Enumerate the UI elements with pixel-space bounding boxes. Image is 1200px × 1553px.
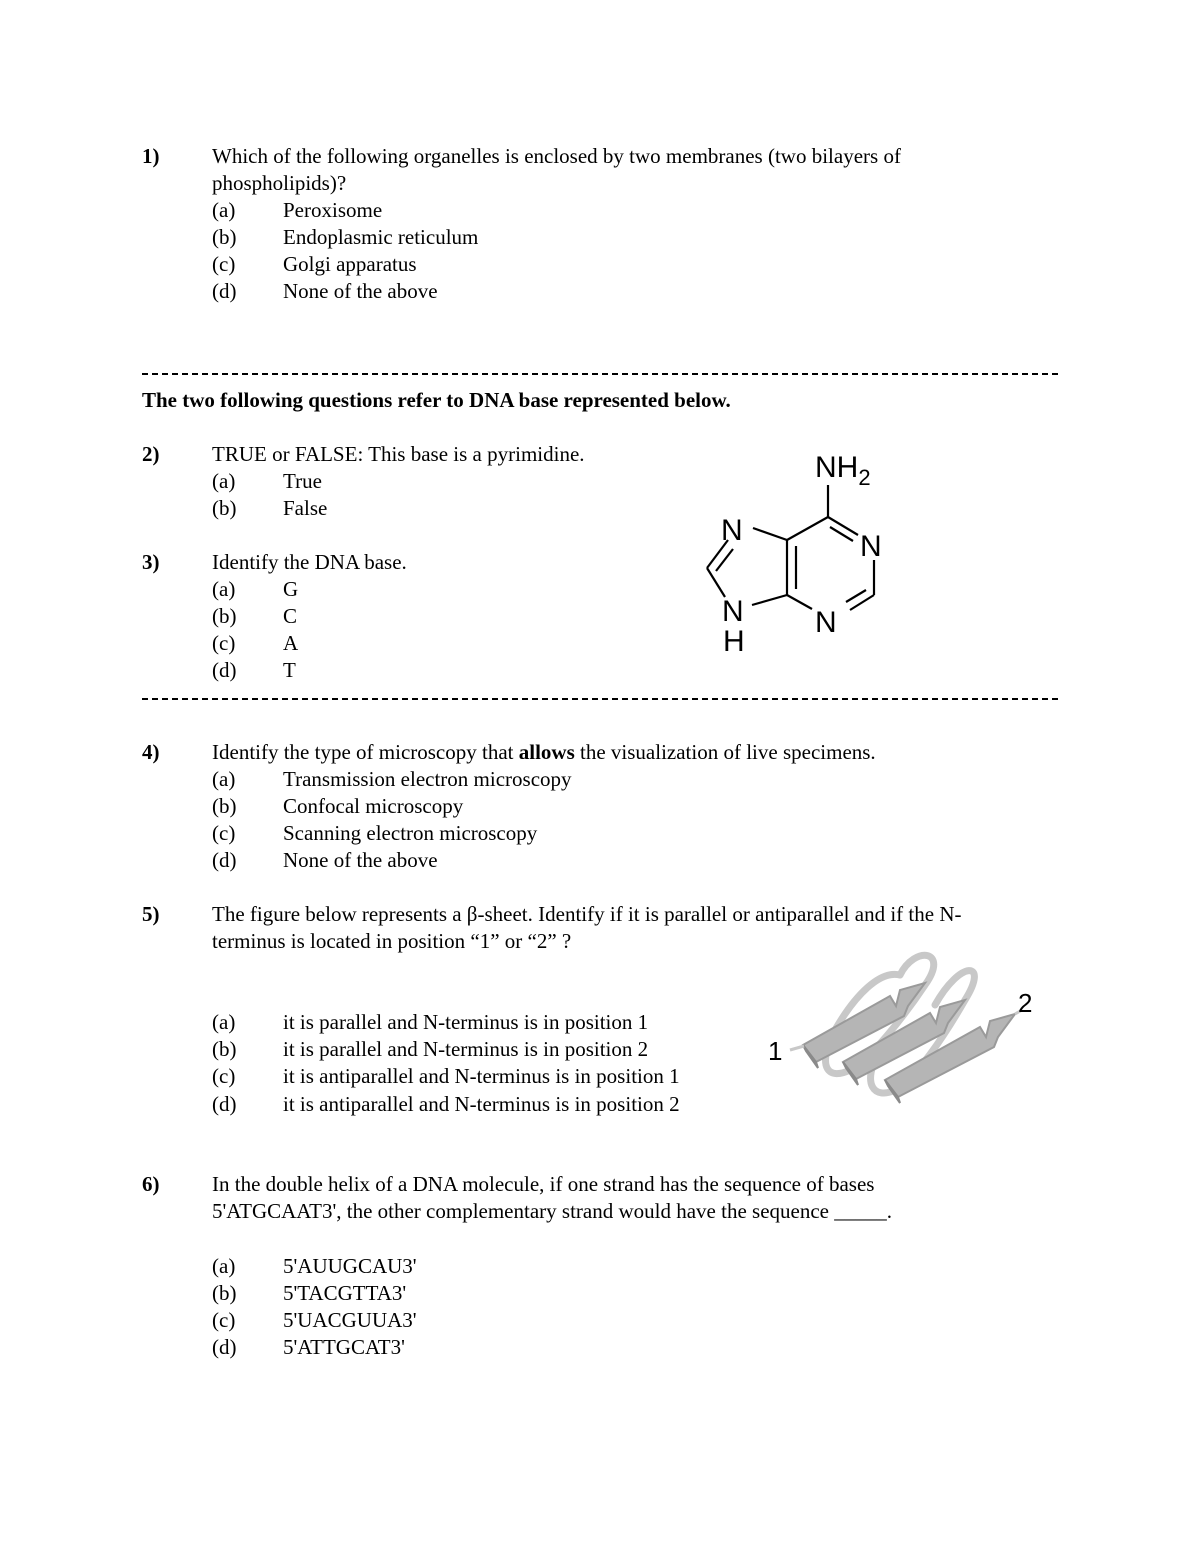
question-3-option-a-letter: (a) xyxy=(212,577,236,601)
question-2-option-b-text: False xyxy=(283,496,328,520)
atom-n3: N xyxy=(815,606,837,639)
question-1-option-c-letter: (c) xyxy=(212,252,236,276)
question-1-option-c-text: Golgi apparatus xyxy=(283,252,417,276)
sheet-position-1-label: 1 xyxy=(768,1036,783,1066)
question-1-option-d-letter: (d) xyxy=(212,279,237,303)
question-4-option-c-text: Scanning electron microscopy xyxy=(283,821,538,845)
question-2-option-a-text: True xyxy=(283,469,322,493)
question-1-option-a-text: Peroxisome xyxy=(283,198,383,222)
question-5-option-d-text: it is antiparallel and N-terminus is in position 2 xyxy=(283,1092,680,1116)
sheet-position-2-label: 2 xyxy=(1018,988,1033,1018)
question-5-option-a-letter: (a) xyxy=(212,1010,236,1034)
question-1-option-b-letter: (b) xyxy=(212,225,237,249)
question-1-text-line1: Which of the following organelles is enclosed by two membranes (two bilayers of xyxy=(212,144,901,168)
question-5-text-line2: terminus is located in position “1” or “2” ? xyxy=(212,929,572,953)
question-6-option-c-letter: (c) xyxy=(212,1308,236,1332)
question-3-option-c-letter: (c) xyxy=(212,631,236,655)
question-2-option-a-letter: (a) xyxy=(212,469,236,493)
question-2-option-b-letter: (b) xyxy=(212,496,237,520)
question-6-number: 6) xyxy=(142,1172,160,1196)
question-5-option-c-text: it is antiparallel and N-terminus is in position 1 xyxy=(283,1064,680,1088)
question-1-option-a-letter: (a) xyxy=(212,198,236,222)
question-1-option-d-text: None of the above xyxy=(283,279,438,303)
question-6-option-d-letter: (d) xyxy=(212,1335,237,1359)
question-6-option-c-text: 5'UACGUUA3' xyxy=(283,1308,417,1332)
question-4-option-c-letter: (c) xyxy=(212,821,236,845)
question-5-option-a-text: it is parallel and N-terminus is in position 1 xyxy=(283,1010,649,1034)
question-6-option-a-text: 5'AUUGCAU3' xyxy=(283,1254,417,1278)
question-4-option-b-text: Confocal microscopy xyxy=(283,794,464,818)
question-5-option-c-letter: (c) xyxy=(212,1064,236,1088)
question-6-option-b-text: 5'TACGTTA3' xyxy=(283,1281,407,1305)
question-6-text-line2: 5'ATGCAAT3', the other complementary strand would have the sequence _____. xyxy=(212,1199,892,1223)
question-4-text-emphasis: allows xyxy=(518,740,575,764)
question-3-option-d-letter: (d) xyxy=(212,658,237,682)
question-6-option-d-text: 5'ATTGCAT3' xyxy=(283,1335,405,1359)
question-5-option-d-letter: (d) xyxy=(212,1092,237,1116)
question-3-number: 3) xyxy=(142,550,160,574)
atom-n7: N xyxy=(721,514,743,547)
question-4-option-a-text: Transmission electron microscopy xyxy=(283,767,572,791)
atom-n1: N xyxy=(860,530,882,563)
question-4-text-pre: Identify the type of microscopy that xyxy=(212,740,519,764)
question-1-number: 1) xyxy=(142,144,160,168)
dashed-divider-top xyxy=(142,373,1058,375)
question-3-option-b-text: C xyxy=(283,604,298,628)
question-4-option-a-letter: (a) xyxy=(212,767,236,791)
question-2-text: TRUE or FALSE: This base is a pyrimidine. xyxy=(212,442,585,466)
question-4-text xyxy=(212,740,876,765)
amino-group-label: $NH_2$ xyxy=(815,451,871,490)
question-3-option-c-text: A xyxy=(283,631,299,655)
question-2-number: 2) xyxy=(142,442,160,466)
question-3-option-d-text: T xyxy=(283,658,296,682)
question-5-number: 5) xyxy=(142,902,160,926)
section-heading: The two following questions refer to DNA base represented below. xyxy=(142,388,731,412)
question-4-option-b-letter: (b) xyxy=(212,794,237,818)
question-4-text-post: the visualization of live specimens. xyxy=(574,740,876,764)
question-5-option-b-text: it is parallel and N-terminus is in position 2 xyxy=(283,1037,649,1061)
question-4-option-d-letter: (d) xyxy=(212,848,237,872)
question-4-number: 4) xyxy=(142,740,160,764)
question-4-option-d-text: None of the above xyxy=(283,848,438,872)
question-1-text-line2: phospholipids)? xyxy=(212,171,347,195)
question-3-option-a-text: G xyxy=(283,577,299,601)
question-1-option-b-text: Endoplasmic reticulum xyxy=(283,225,479,249)
question-3-text: Identify the DNA base. xyxy=(212,550,407,574)
adenine-structure-diagram xyxy=(690,440,910,660)
beta-sheet-figure xyxy=(760,945,1050,1105)
atom-n9: N xyxy=(722,595,744,628)
question-6-option-b-letter: (b) xyxy=(212,1281,237,1305)
question-3-option-b-letter: (b) xyxy=(212,604,237,628)
question-5-text-line1: The figure below represents a β-sheet. Identify if it is parallel or antiparallel and if the N- xyxy=(212,902,962,926)
atom-h9: H xyxy=(723,625,745,658)
question-6-option-a-letter: (a) xyxy=(212,1254,236,1278)
question-5-option-b-letter: (b) xyxy=(212,1037,237,1061)
question-6-text-line1: In the double helix of a DNA molecule, if one strand has the sequence of bases xyxy=(212,1172,875,1196)
dashed-divider-bottom xyxy=(142,698,1058,700)
